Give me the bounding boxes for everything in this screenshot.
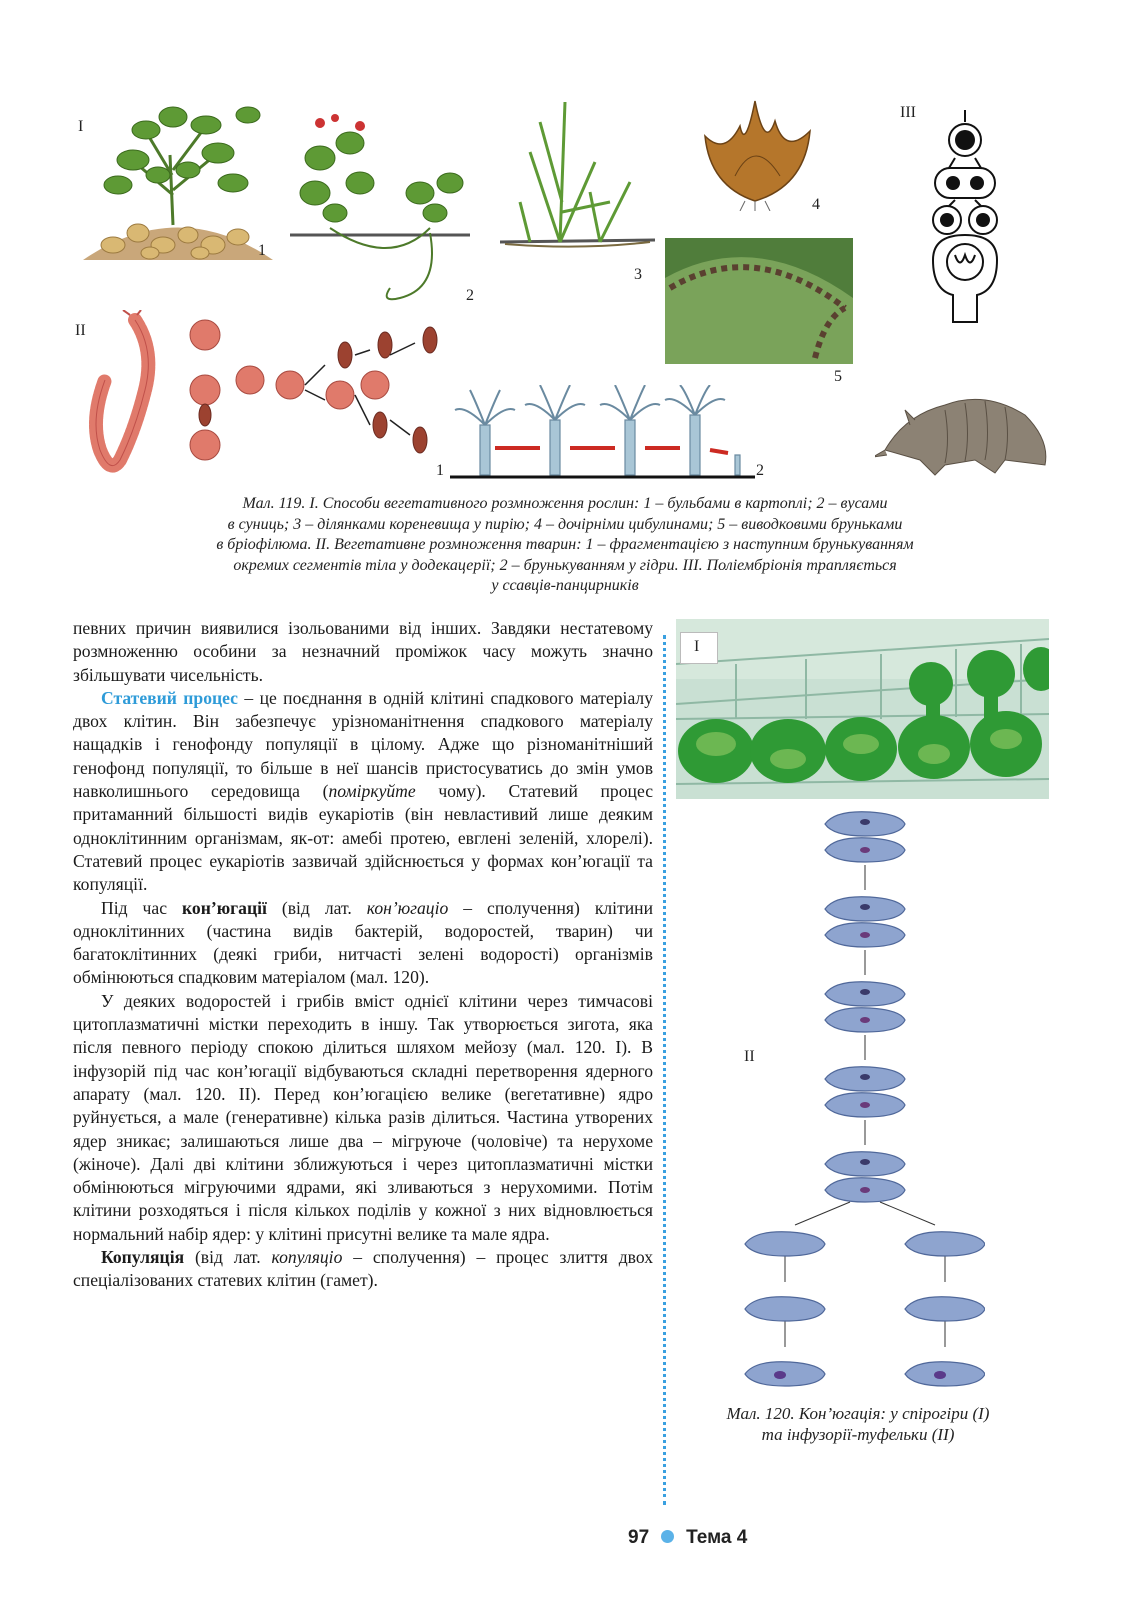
figure-119-caption: [60, 494, 1070, 597]
term-copulation: Копуляція: [101, 1247, 185, 1268]
label-animal-2: 2: [756, 462, 764, 479]
label-paramecium-II: II: [744, 1048, 755, 1065]
label-num-5: 5: [834, 368, 842, 385]
fragmentation-sequence-illustration: [165, 315, 450, 480]
caption-line: окремих сегментів тіла у додекацерії; 2 – брунькуванням у гідри. III. Поліембріонія трапляється: [233, 556, 897, 574]
caption-line: у ссавців-панцирників: [491, 577, 639, 594]
label-num-3: 3: [634, 266, 642, 283]
label-roman-I: I: [78, 118, 84, 135]
page-number: 97: [628, 1527, 650, 1548]
caption-line: та інфузорії-туфельки (II): [761, 1425, 955, 1444]
main-text: [73, 617, 653, 1293]
bryophyllum-photo: [665, 238, 853, 364]
label-roman-III: III: [900, 104, 916, 121]
hydra-budding-illustration: [450, 385, 760, 480]
figure-120-caption: [672, 1403, 1044, 1445]
wheatgrass-illustration: [500, 92, 660, 257]
paragraph: Копуляція (від лат. копуляціо – сполучення) – процес злиття двох спеціалізованих статевих клітин (гамет).: [73, 1247, 653, 1291]
armadillo-photo: [875, 365, 1055, 480]
label-animal-1: 1: [436, 462, 444, 479]
dodecaceria-worm-illustration: [85, 310, 165, 480]
label-spirogyra-I: I: [694, 638, 700, 655]
paragraph: У деяких водоростей і грибів вміст однієї клітини через тимчасові цитоплазматичні містки переходить в іншу. Так утворюється зигота, яка після певного періоду спокою ділиться шляхом мейозу (мал. 120. I). В інфузорій під час кон’югації відбуваються складні перетворення ядерного апарату (мал. 120. II). Перед кон’югацією велике (вегетативне) ядро руйнується, а мале (генеративне) кілька разів ділиться. Частина утворених ядер зникає; залишаються лише два – мігруюче (чоловіче) та нерухоме (жіноче). Далі дві клітини зближуються і через цитоплазматичні містки обмінюються мігруючими ядрами, які зливаються з нерухомими. Потім клітини розходяться і після кількох поділів у кожної з них відновлюється нормальний набір ядер: у клітині присутні велике та мале ядра.: [73, 990, 653, 1244]
bullet-dot-icon: [661, 1530, 674, 1543]
onion-bulb-illustration: [700, 96, 815, 211]
label-num-1: 1: [258, 242, 266, 259]
paramecium-conjugation-diagram: [740, 810, 985, 1395]
paragraph: Під час кон’югації (від лат. кон’югаціо – сполучення) клітини одноклітинних (частина видів бактерій, водоростей, тварин) чи багатоклітинних (деякі гриби, нитчасті зелені водорості) організмів обмінюються спадковим матеріалом (мал. 120).: [73, 897, 654, 988]
polyembryony-diagram: [925, 110, 1005, 325]
caption-line: в суниць; 3 – ділянками кореневища у пирію; 4 – дочірніми цибулинами; 5 – виводковими бруньками: [227, 515, 903, 533]
column-divider: [663, 635, 666, 1505]
label-roman-II: II: [75, 322, 86, 339]
term-sexual-process: Статевий процес: [101, 687, 238, 708]
theme-label: Тема 4: [686, 1527, 748, 1548]
paragraph: Статевий процес – це поєднання в одній клітині спадкового матеріалу двох клітин. Він забезпечує урізноманітнення спадкового матеріалу нащадків і генофонду популяції в цілому. Адже що різноманітніший генофонд популяції, то більше в неї шансів пристосуватись до змін умов навколишнього середовища (поміркуйте чому). Статевий процес притаманний більшості видів еукаріотів (він невластивий лише деяким одноклітинним організмам, як-от: амебі протею, евглені зеленій, хлорелі). Статевий процес еукаріотів зазвичай здійснюється у формах кон’югації та копуляції.: [73, 687, 653, 895]
caption-line: Мал. 120. Кон’югація: у спірогіри (I): [726, 1404, 990, 1423]
label-num-2: 2: [466, 287, 474, 304]
potato-illustration: [78, 95, 278, 265]
caption-line: в бріофілюма. II. Вегетативне розмноження тварин: 1 – фрагментацією з наступним брунькуванням: [216, 536, 914, 553]
page-footer: [628, 1527, 747, 1549]
label-num-4: 4: [812, 196, 820, 213]
caption-line: Мал. 119. I. Способи вегетативного розмноження рослин: 1 – бульбами в картоплі; 2 – вусами: [242, 495, 888, 512]
strawberry-illustration: [290, 98, 480, 303]
spirogyra-photo: [676, 619, 1049, 799]
paragraph: певних причин виявилися ізольованими від інших. Завдяки нестатевому розмноженню особини за незначний проміжок часу можуть значно збільшувати чисельність.: [73, 618, 653, 685]
term-conjugation: кон’югації: [182, 897, 267, 918]
